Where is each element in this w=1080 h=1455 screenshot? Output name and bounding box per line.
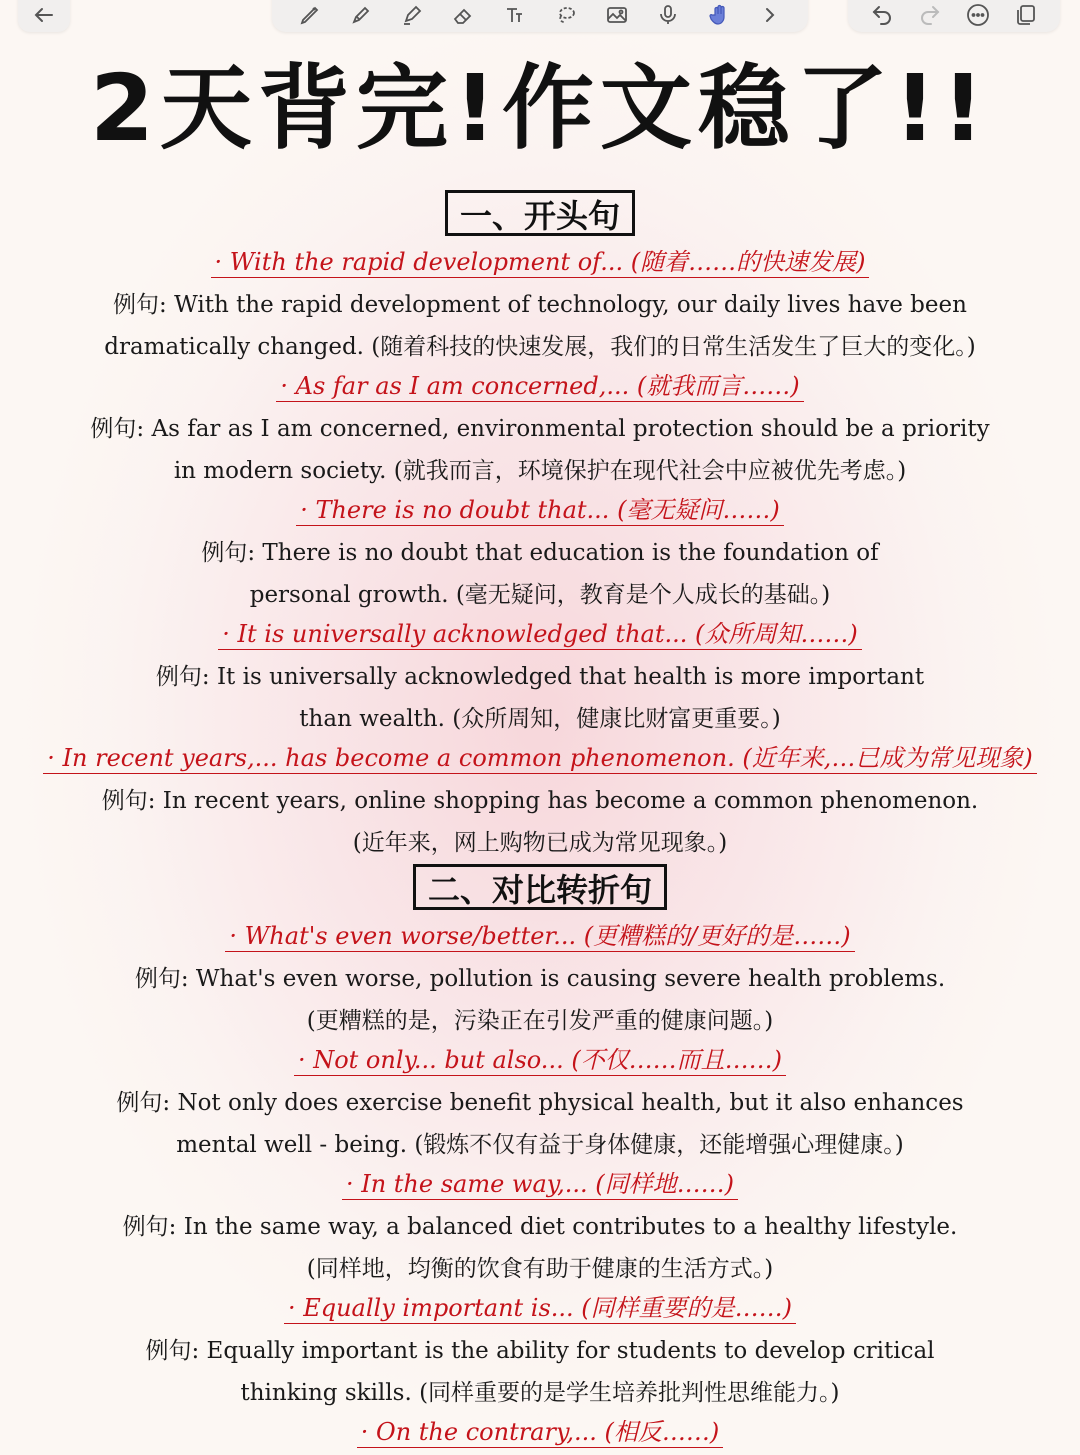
phrase-item [0,918,1080,959]
section-heading: 二、对比转折句 [413,864,667,910]
image-tool-icon[interactable] [603,2,631,28]
chevron-right-icon[interactable] [756,2,784,28]
app-toolbar [0,0,1080,34]
example-line: than wealth. (众所周知，健康比财富更重要。) [299,705,781,732]
drawing-tools [272,0,808,32]
example-line: 例句: In recent years, online shopping has become a common phenomenon. [101,788,979,814]
pen-tool-icon[interactable] [296,2,324,28]
example-line: dramatically changed. (随着科技的快速发展，我们的日常生活发生了巨大的变化。) [104,333,976,360]
example-line: 例句: What's even worse, pollution is causing severe health problems. [134,966,946,992]
phrase-item [0,1166,1080,1207]
example-line: 例句: In the same way, a balanced diet contributes to a healthy lifestyle. [122,1214,958,1240]
phrase-text: · There is no doubt that... (毫无疑问……) [296,495,784,526]
example-line: 例句: There is no doubt that education is the foundation of [201,540,879,566]
phrase-item [0,740,1080,781]
example-line: (同样地，均衡的饮食有助于健康的生活方式。) [306,1255,774,1282]
example-line: 例句: Equally important is the ability for students to develop critical [145,1338,935,1364]
phrase-item [0,1042,1080,1083]
back-button[interactable] [18,0,70,32]
example-line: (更糟糕的是，污染正在引发严重的健康问题。) [306,1007,774,1034]
arrow-left-icon [30,2,58,28]
eraser-tool-icon[interactable] [449,2,477,28]
example-line: thinking skills. (同样重要的是学生培养批判性思维能力。) [240,1379,840,1406]
section-heading: 一、开头句 [445,190,635,236]
phrase-item [0,1414,1080,1455]
phrase-item [0,492,1080,533]
phrase-text: · As far as I am concerned,... (就我而言……) [276,371,803,402]
history-tools [848,0,1060,32]
phrase-text: · With the rapid development of... (随着……的快速发展) [211,247,870,278]
more-options-icon[interactable] [964,2,992,28]
example-line: in modern society. (就我而言，环境保护在现代社会中应被优先考虑。) [173,457,907,484]
phrase-text: · In recent years,... has become a common phenomenon. (近年来,…已成为常见现象) [43,743,1036,774]
text-tool-icon[interactable] [500,2,528,28]
phrase-item [0,244,1080,285]
phrase-text: · It is universally acknowledged that... (众所周知……) [218,619,861,650]
phrase-text: · On the contrary,... (相反……) [357,1417,723,1448]
highlighter-tool-icon[interactable] [398,2,426,28]
phrase-text: · In the same way,... (同样地……) [342,1169,738,1200]
section-heading-wrap [0,190,1080,244]
lasso-tool-icon[interactable] [552,2,580,28]
hand-tool-icon[interactable] [705,2,733,28]
phrase-item [0,368,1080,409]
pages-icon[interactable] [1012,2,1040,28]
example-line: 例句: Not only does exercise benefit physical health, but it also enhances [116,1090,964,1116]
example-line: 例句: As far as I am concerned, environmental protection should be a priority [90,416,990,442]
pencil-tool-icon[interactable] [347,2,375,28]
example-line: personal growth. (毫无疑问，教育是个人成长的基础。) [249,581,831,608]
microphone-icon[interactable] [654,2,682,28]
example-line: 例句: With the rapid development of technology, our daily lives have been [113,292,967,318]
section-heading-wrap [0,864,1080,918]
example-line: (近年来，网上购物已成为常见现象。) [352,829,728,856]
phrase-item [0,1290,1080,1331]
phrase-text: · Equally important is... (同样重要的是……) [284,1293,796,1324]
phrase-text: · Not only... but also... (不仅……而且……) [294,1045,786,1076]
undo-icon[interactable] [868,2,896,28]
example-line: mental well - being. (锻炼不仅有益于身体健康，还能增强心理健康。) [176,1131,904,1158]
phrase-item [0,616,1080,657]
phrase-text: · What's even worse/better... (更糟糕的/更好的是……) [225,921,854,952]
example-line: 例句: It is universally acknowledged that health is more important [155,664,925,690]
page-title: 2天背完!作文稳了!! [90,55,990,162]
redo-icon[interactable] [916,2,944,28]
note-content [0,190,1080,1455]
